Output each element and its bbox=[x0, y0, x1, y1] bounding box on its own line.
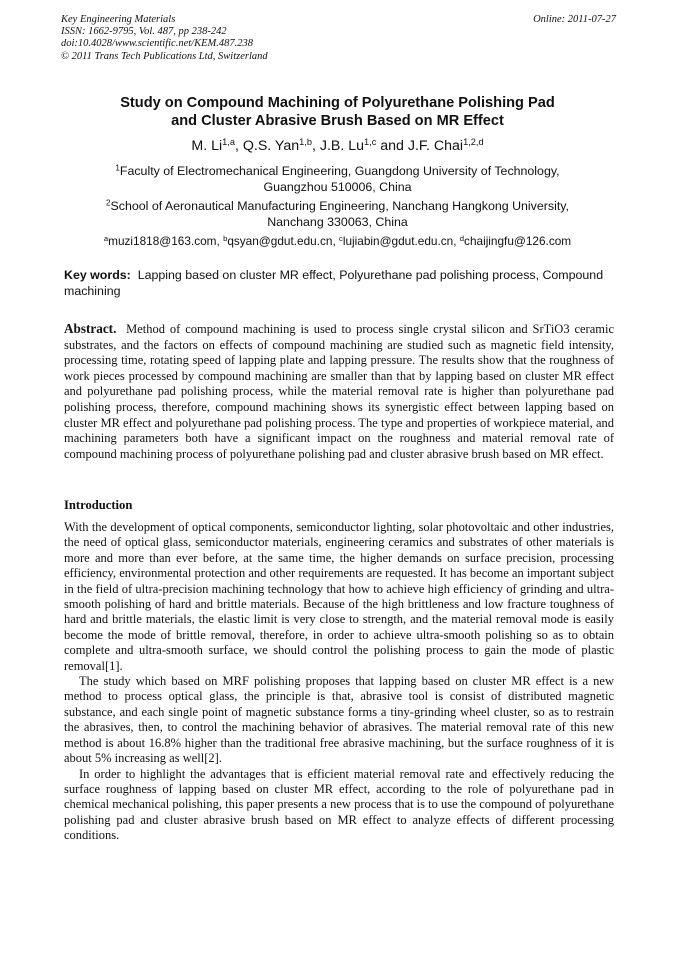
keywords-label: Key words: bbox=[64, 268, 131, 282]
email-address: chaijingfu@126.com bbox=[464, 234, 572, 248]
author-sep: , bbox=[234, 138, 243, 154]
email-sup: c bbox=[339, 233, 343, 243]
paragraph: With the development of optical components, semiconductor lighting, solar photovoltaic and other industries, the need of optical glass, semiconductor materials, engineering ceramics and substrates of other materials is more and more than ever before, at the same time, the higher demands on surface precision, processing efficiency, environmental protection and other requirements are requested. It has become an important subject in the field of ultra-precision machining technology that how to achieve high efficiency of grinding and ultra-smooth polishing of hard and brittle materials. Because of the high brittleness and low fracture toughness of hard and brittle materials, the elastic limit is very close to strength, and the material removal mode is easily become the mode of brittle removal, therefore, in order to achieve ultra-smooth polishing so as to obtain complete and ultra-smooth surface, we should control the polishing process to gain the mode of plastic removal[1]. bbox=[64, 520, 614, 673]
author-sup: 1,a bbox=[222, 136, 235, 147]
journal-doi: doi:10.4028/www.scientific.net/KEM.487.238 bbox=[61, 38, 253, 50]
author-list bbox=[60, 137, 615, 155]
online-date: Online: 2011-07-27 bbox=[533, 14, 616, 25]
section-heading: Introduction bbox=[64, 498, 133, 512]
author-sup: 1,c bbox=[364, 136, 377, 147]
introduction-body bbox=[64, 520, 614, 844]
affiliation-line: School of Aeronautical Manufacturing Engineering, Nanchang Hangkong University, bbox=[110, 199, 569, 213]
author-name: Q.S. Yan bbox=[242, 138, 300, 154]
author-sup: 1,b bbox=[299, 136, 312, 147]
email-sup: a bbox=[103, 233, 109, 243]
abstract-label: Abstract. bbox=[64, 321, 117, 336]
journal-copyright: © 2011 Trans Tech Publications Ltd, Switzerland bbox=[61, 50, 268, 62]
affiliation-1 bbox=[60, 163, 615, 195]
email-sep: , bbox=[453, 234, 460, 248]
paper-title bbox=[60, 94, 615, 130]
affiliation-sup: 2 bbox=[106, 198, 111, 208]
journal-name: Key Engineering Materials bbox=[61, 14, 176, 25]
email-address: qsyan@gdut.edu.cn bbox=[227, 234, 333, 248]
title-line-2: and Cluster Abrasive Brush Based on MR Effect bbox=[171, 113, 504, 129]
author-name: J.B. Lu bbox=[319, 138, 365, 154]
affiliation-line: Guangzhou 510006, China bbox=[263, 180, 412, 194]
author-sup: 1,2,d bbox=[463, 136, 484, 147]
email-address: muzi1818@163.com bbox=[108, 234, 217, 248]
email-sep: , bbox=[332, 234, 340, 248]
paragraph: The study which based on MRF polishing proposes that lapping based on cluster MR effect is a new method to process optical glass, the principle is that, abrasive tool is consist of distributed magnetic substance, and each single point of magnetic substance forms a tiny-grinding wheel cluster, so as to restrain the abrasives, then, to control the machining behavior of abrasives. The material removal rate of this new method is about 16.8% higher than the traditional free abrasive machining, but the surface roughness of it is about 5% increasing as well[2]. bbox=[64, 674, 614, 766]
affiliation-line: Faculty of Electromechanical Engineering, Guangdong University of Technology, bbox=[119, 164, 560, 178]
journal-issn: ISSN: 1662-9795, Vol. 487, pp 238-242 bbox=[61, 26, 227, 38]
author-name: J.F. Chai bbox=[407, 138, 464, 154]
affiliation-sup: 1 bbox=[115, 163, 120, 173]
email-list bbox=[60, 234, 615, 249]
email-sep: , bbox=[216, 234, 224, 248]
author-sep: and bbox=[376, 138, 408, 154]
affiliation-2 bbox=[60, 198, 615, 230]
title-line-1: Study on Compound Machining of Polyurethane Polishing Pad bbox=[120, 95, 555, 111]
email-sup: d bbox=[459, 233, 465, 243]
keywords-text: Lapping based on cluster MR effect, Polyurethane pad polishing process, Compound machining bbox=[64, 268, 604, 298]
keywords-block bbox=[64, 268, 614, 299]
email-sup: b bbox=[223, 233, 228, 243]
abstract-block bbox=[64, 321, 614, 462]
abstract-text: Method of compound machining is used to process single crystal silicon and SrTiO3 ceramic substrates, and the factors on effects of compound machining are studied such as magnetic field intensity, processing time, rotating speed of lapping plate and lapping pressure. The results show that the roughness of work pieces processed by compound machining are smaller than that by lapping based on cluster MR effect and polyurethane pad polishing process, while the material removal rate is higher than polyurethane pad polishing process, therefore, compound machining shows its synergistic effect between lapping based on cluster MR effect and polyurethane pad polishing process. The type and properties of workpiece material, and machining parameters both have a significant impact on the roughness and material removal rate of compound machining process of polyurethane polishing pad and cluster abrasive brush based on MR effect. bbox=[64, 322, 615, 461]
affiliation-line: Nanchang 330063, China bbox=[267, 215, 408, 229]
paragraph: In order to highlight the advantages that is efficient material removal rate and effectively reducing the surface roughness of lapping based on cluster MR effect, according to the role of polyurethane pad in chemical mechanical polishing, this paper presents a new process that is to use the compound of polyurethane polishing pad and cluster abrasive brush based on MR effect to analyze effects of different processing conditions. bbox=[64, 766, 614, 843]
author-sep: , bbox=[311, 138, 320, 154]
author-name: M. Li bbox=[191, 138, 223, 154]
email-address: lujiabin@gdut.edu.cn bbox=[342, 234, 454, 248]
journal-header bbox=[61, 14, 268, 63]
